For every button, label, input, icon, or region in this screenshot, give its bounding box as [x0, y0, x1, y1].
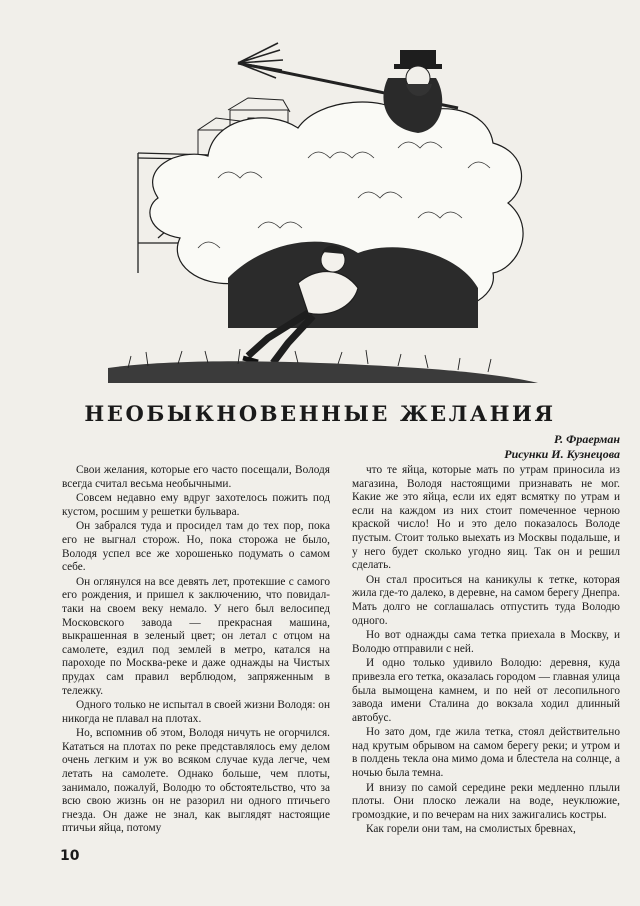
page-number: 10 — [60, 848, 80, 864]
paragraph: Он оглянулся на все девять лет, протекшие с самого его рождения, и пришел к заключению, что повидал-таки на своем веку немало. У него был велосипед Московского завода — прекрасная машина, выкрашенная в зеленый цвет; он летал с отцом на самолете, ездил под землей в метро, катался на пароходе по Москва-реке и даже однажды на Чистых прудах сам правил верблюдом, запряженным в тележку. — [62, 575, 330, 697]
article-title: НЕОБЫКНОВЕННЫЕ ЖЕЛАНИЯ — [84, 401, 556, 426]
paragraph: И внизу по самой середине реки медленно плыли плоты. Они плоско лежали на воде, неуклюжие, громоздкие, и по вечерам на них зажигались костры. — [352, 781, 620, 821]
paragraph: И одно только удивило Володю: деревня, куда привезла его тетка, оказалась городом — главная улица была вымощена камнем, и по ней от лесопильного завода имени Сталина до вокзала ходил длинный автобус. — [352, 657, 620, 724]
paragraph: Но зато дом, где жила тетка, стоял действительно над крутым обрывом на самом берегу реки; и утром и в полдень текла она мимо дома и блестела на солнце, а ночью была темна. — [352, 726, 620, 780]
paragraph: Он стал проситься на каникулы к тетке, которая жила где-то далеко, в деревне, на самом берегу Днепра. Мать долго не соглашалась отпустить туда Володю одного. — [352, 573, 620, 627]
paragraph: Совсем недавно ему вдруг захотелось пожить под кустом, росшим у решетки бульвара. — [62, 492, 330, 518]
paragraph: Но, вспомнив об этом, Володя ничуть не огорчился. Кататься на плотах по реке представлялось ему делом очень легким и уж во всяком случае куда легче, чем летать на самолете. Однако больше, чем плоты, занимало, пожалуй, Володю то обстоятельство, что за всю свою жизнь он не разорил ни одного птичьего гнезда. Он даже не знал, как выглядят настоящие птичьи яйца, потому — [62, 727, 330, 835]
paragraph: Одного только не испытал в своей жизни Володя: он никогда не плавал на плотах. — [62, 699, 330, 725]
illustrator-credit: Рисунки И. Кузнецова — [504, 447, 620, 461]
paragraph: Свои желания, которые его часто посещали, Володя всегда считал весьма необычными. — [62, 464, 330, 490]
paragraph: что те яйца, которые мать по утрам приносила из магазина, Володя настоящими признавать не мог. Какие же это яйца, если их едят всмятку по утрам и если на каждом из них стоит помеченное черною краской число! Но и это дело показалось Володе пустым. Стоит только выехать из Москвы подальше, и у него будет сколько угодно яиц. Так он и решил сделать. — [352, 464, 620, 572]
author-credit: Р. Фраерман — [554, 432, 620, 446]
article-body — [62, 464, 620, 876]
illustration-boy-under-bush — [98, 38, 546, 388]
paragraph: Как горели они там, на смолистых бревнах, — [366, 823, 576, 836]
text-column-right — [352, 464, 620, 876]
paragraph: Но вот однажды сама тетка приехала в Москву, и Володю отправили с ней. — [352, 629, 620, 655]
text-column-left — [62, 464, 330, 876]
paragraph: Он забрался туда и просидел там до тех пор, пока его не выгнал сторож. Но, пока сторожа не было, Володя успел все же хорошенько подумать о самом себе. — [62, 520, 330, 574]
